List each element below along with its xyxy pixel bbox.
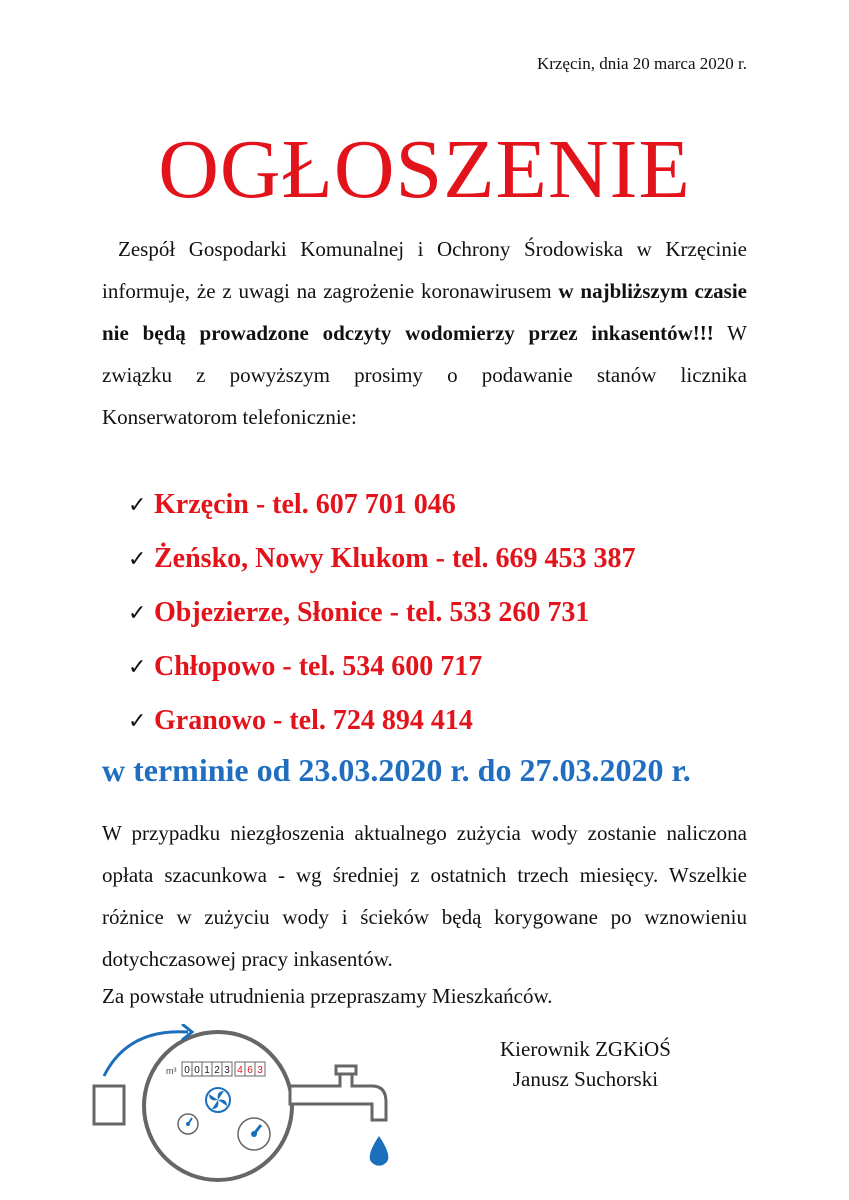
contact-phone: Chłopowo - tel. 534 600 717: [154, 651, 483, 682]
check-icon: ✓: [128, 654, 147, 679]
intro-paragraph: [102, 228, 747, 438]
contact-phone: Granowo - tel. 724 894 414: [154, 705, 473, 736]
list-item: [128, 532, 635, 586]
counter-digit: 2: [214, 1065, 220, 1076]
counter-digit: 1: [204, 1065, 210, 1076]
counter-digit: 0: [194, 1065, 200, 1076]
list-item: [128, 694, 635, 748]
apology-text: Za powstałe utrudnienia przepraszamy Mieszkańców.: [102, 984, 553, 1008]
list-item: [128, 478, 635, 532]
contact-list: [128, 478, 635, 748]
water-drop-icon: [370, 1136, 389, 1166]
large-dial-icon: [238, 1118, 270, 1150]
counter-digit: 3: [224, 1065, 230, 1076]
check-icon: ✓: [128, 600, 147, 625]
meter-counter: [182, 1062, 265, 1076]
document-date: Krzęcin, dnia 20 marca 2020 r.: [536, 54, 747, 73]
meter-unit: m³: [166, 1066, 177, 1076]
faucet-handle: [336, 1066, 356, 1074]
contact-phone: Objezierze, Słonice - tel. 533 260 731: [154, 597, 590, 628]
contact-phone: Krzęcin - tel. 607 701 046: [154, 489, 456, 520]
signature-role: Kierownik ZGKiOŚ: [500, 1037, 671, 1061]
intro-text-end: W związku z powyższym prosimy o podawanie stanów licznika Konserwatorom telefonicznie:: [102, 321, 747, 429]
counter-digit: 6: [247, 1065, 253, 1076]
check-icon: ✓: [128, 708, 147, 733]
fan-wheel-icon: [206, 1088, 230, 1112]
check-icon: ✓: [128, 546, 147, 571]
intro-bold-notice: w najbliższym czasie nie będą prowadzone odczyty wodomierzy przez inkasentów!!!: [102, 279, 748, 345]
signature-block: [500, 1034, 671, 1094]
signature-name: Janusz Suchorski: [512, 1067, 659, 1091]
counter-digit: 4: [237, 1065, 243, 1076]
reading-period: w terminie od 23.03.2020 r. do 27.03.2020 r.: [102, 752, 691, 788]
faucet: [290, 1074, 386, 1120]
announcement-title: OGŁOSZENIE: [158, 123, 691, 216]
contact-phone: Żeńsko, Nowy Klukom - tel. 669 453 387: [154, 543, 636, 574]
counter-digit: 0: [184, 1065, 190, 1076]
list-item: [128, 586, 635, 640]
check-icon: ✓: [128, 492, 147, 517]
water-meter-icon: [90, 1024, 400, 1184]
small-dial-icon: [178, 1114, 198, 1134]
intro-text-start: Zespół Gospodarki Komunalnej i Ochrony Środowiska w Krzęcinie informuje, że z uwagi na zagrożenie koronawirusem: [102, 237, 747, 303]
counter-digit: 3: [257, 1065, 263, 1076]
pipe-inlet: [94, 1086, 124, 1124]
estimate-paragraph: W przypadku niezgłoszenia aktualnego zużycia wody zostanie naliczona opłata szacunkowa - wg średniej z ostatnich trzech miesięcy. Wszelkie różnice w zużyciu wody i ścieków będą korygowane po wznowieniu dotychczasowej pracy inkasentów.: [102, 821, 747, 971]
list-item: [128, 640, 635, 694]
